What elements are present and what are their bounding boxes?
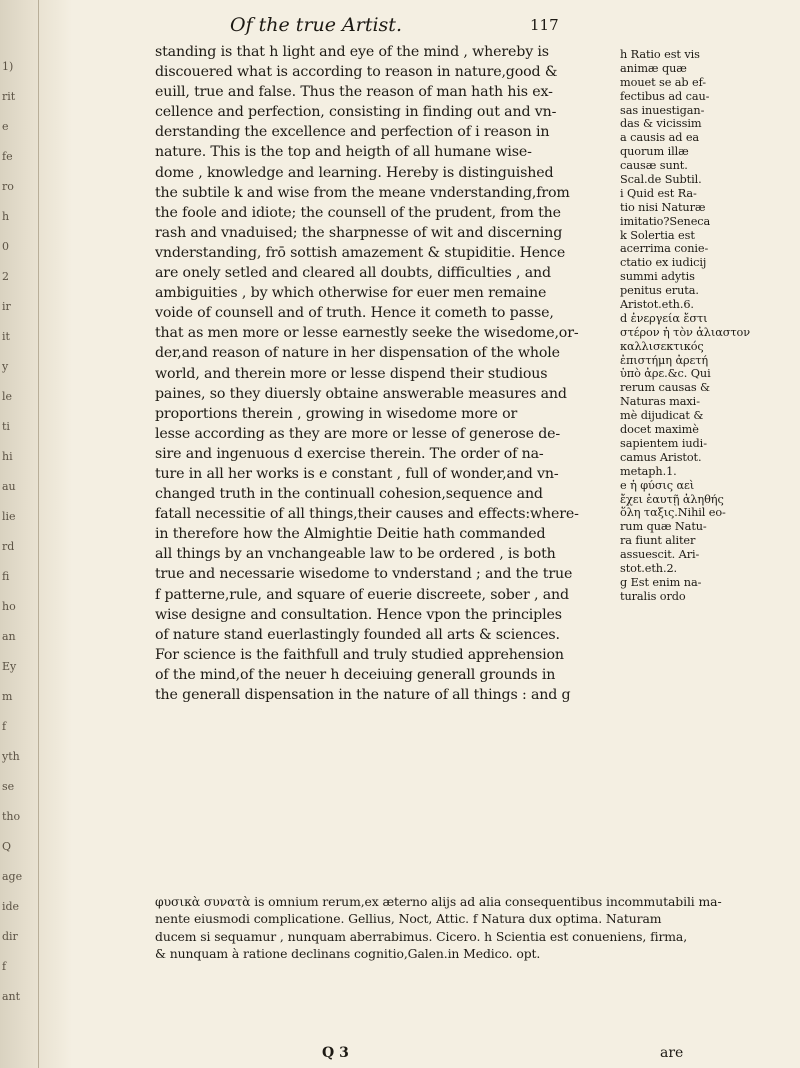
- gutter-fragment: ho: [2, 600, 16, 613]
- margin-note-line: d ἐνεργεία ἔστι: [620, 311, 708, 325]
- body-text-line: euill, true and false. Thus the reason of man hath his ex-: [155, 84, 553, 101]
- gutter-fragment: 1): [2, 60, 14, 73]
- gutter-fragment: it: [2, 330, 10, 343]
- margin-note-line: Aristot.eth.6.: [620, 298, 694, 312]
- margin-note-line: στέρον ἡ τὸν ἀλιαστον: [620, 325, 750, 339]
- margin-note-line: tio nisi Naturæ: [620, 200, 706, 214]
- margin-note-line: k Solertia est: [620, 228, 695, 242]
- catchword: are: [660, 1045, 684, 1061]
- body-text-line: rash and vnaduised; the sharpnesse of wit and discerning: [155, 224, 563, 241]
- margin-note-line: h Ratio est vis: [620, 48, 700, 61]
- body-text-line: lesse according as they are more or lesse of generose de-: [155, 425, 561, 442]
- margin-note-line: penitus eruta.: [620, 284, 699, 298]
- margin-note-line: ctatio ex iudicij: [620, 256, 707, 270]
- body-text-line: are onely setled and cleared all doubts, difficulties , and: [155, 265, 551, 282]
- gutter-fragment: rd: [2, 540, 15, 553]
- footnote-line: nente eiusmodi complicatione. Gellius, Noct, Attic. f Natura dux optima. Naturam: [155, 911, 662, 927]
- footnote-line: φυσικὰ συνατὰ is omnium rerum,ex æterno alijs ad alia consequentibus incommutabili ma-: [155, 894, 722, 909]
- body-text-line: For science is the faithfull and truly studied apprehension: [155, 646, 564, 663]
- margin-note-line: mouet se ab ef-: [620, 75, 707, 89]
- margin-note-line: mè dijudicat &: [620, 409, 704, 423]
- gutter-fragment: dir: [2, 930, 18, 943]
- gutter-fragment: hi: [2, 450, 13, 463]
- gutter-fragment: an: [2, 630, 16, 643]
- margin-note-line: rum quæ Natu-: [620, 520, 707, 534]
- margin-note-line: stot.eth.2.: [620, 561, 678, 575]
- body-text-line: true and necessarie wisedome to vnderstand ; and the true: [155, 566, 573, 583]
- margin-note-line: causæ sunt.: [620, 159, 688, 173]
- gutter-fragment: f: [2, 720, 7, 733]
- margin-note-line: metaph.1.: [620, 464, 677, 478]
- body-text-line: dome , knowledge and learning. Hereby is distinguished: [155, 164, 554, 181]
- body-text-line: f patterne,rule, and square of euerie discreete, sober , and: [155, 586, 569, 603]
- margin-note-line: camus Aristot.: [620, 450, 702, 464]
- gutter-fragment: ant: [2, 990, 21, 1003]
- gutter-fragment: age: [2, 870, 23, 883]
- body-text-line: discouered what is according to reason in nature,good &: [155, 64, 558, 81]
- body-text-line: world, and therein more or lesse dispend their studious: [155, 365, 548, 382]
- margin-note-line: docet maximè: [620, 423, 699, 437]
- body-text-line: derstanding the excellence and perfection of i reason in: [155, 124, 550, 141]
- gutter-fragment: rit: [2, 90, 16, 103]
- body-text-line: the foole and idiote; the counsell of the prudent, from the: [155, 204, 561, 221]
- margin-note-line: animæ quæ: [620, 61, 687, 75]
- margin-note-line: ἐπιστήμη ἀρετή: [620, 353, 709, 367]
- body-text-line: ambiguities , by which otherwise for euer men remaine: [155, 285, 547, 302]
- margin-note-line: fectibus ad cau-: [620, 89, 710, 103]
- body-text-line: vnderstanding, frō sottish amazement & stupiditie. Hence: [155, 244, 566, 261]
- margin-note-line: g Est enim na-: [620, 575, 702, 589]
- body-text-line: in therefore how the Almightie Deitie hath commanded: [155, 526, 546, 543]
- margin-note-line: ὑπὸ ἀρε.&c. Qui: [620, 367, 711, 381]
- body-text-line: sire and ingenuous d exercise therein. The order of na-: [155, 445, 544, 462]
- gutter-fragment: 2: [2, 270, 9, 283]
- gutter-fragment: y: [2, 360, 9, 373]
- gutter-fragment: ti: [2, 420, 10, 433]
- gutter-fragment: tho: [2, 810, 21, 823]
- footnotes: [155, 893, 795, 962]
- margin-notes: [620, 48, 790, 604]
- gutter-fragment: fe: [2, 150, 13, 163]
- body-text-line: standing is that h light and eye of the mind , whereby is: [155, 44, 549, 60]
- signature-mark: Q 3: [322, 1045, 349, 1061]
- gutter-fragment: ir: [2, 300, 11, 313]
- body-text-line: nature. This is the top and heigth of all humane wise-: [155, 144, 532, 161]
- body-text-line: that as men more or lesse earnestly seeke the wisedome,or-: [155, 325, 579, 342]
- body-text-line: the generall dispensation in the nature of all things : and g: [155, 687, 571, 703]
- margin-note-line: acerrima conie-: [620, 242, 709, 256]
- margin-note-line: a causis ad ea: [620, 131, 700, 145]
- gutter-fragment: Q: [2, 840, 12, 853]
- margin-note-line: i Quid est Ra-: [620, 186, 697, 200]
- margin-note-line: Scal.de Subtil.: [620, 173, 702, 187]
- gutter-fold-line: [38, 0, 39, 1068]
- footnote-line: & nunquam à ratione declinans cognitio,Galen.in Medico. opt.: [155, 945, 541, 961]
- margin-note-line: assuescit. Ari-: [620, 548, 700, 562]
- margin-note-line: e ἡ φύσις αεὶ: [620, 478, 695, 492]
- body-text-line: fatall necessitie of all things,their causes and effects:where-: [155, 506, 579, 523]
- body-text-line: voide of counsell and of truth. Hence it cometh to passe,: [155, 305, 554, 322]
- gutter-fragment: au: [2, 480, 16, 493]
- body-text-line: cellence and perfection, consisting in finding out and vn-: [155, 104, 557, 121]
- margin-note-line: das & vicissim: [620, 117, 702, 131]
- gutter-fragment: ide: [2, 900, 20, 913]
- margin-note-line: quorum illæ: [620, 145, 689, 159]
- gutter-fragment: 0: [2, 240, 9, 253]
- body-text-line: the subtile k and wise from the meane vnderstanding,from: [155, 184, 570, 201]
- body-text-line: proportions therein , growing in wisedome more or: [155, 405, 518, 422]
- margin-note-line: summi adytis: [620, 270, 695, 284]
- body-text-line: changed truth in the continuall cohesion,sequence and: [155, 486, 543, 503]
- gutter-fragment: h: [2, 210, 10, 223]
- book-page: [100, 0, 800, 1068]
- margin-note-line: imitatio?Seneca: [620, 214, 711, 228]
- gutter-fragment: le: [2, 390, 13, 403]
- margin-note-line: Naturas maxi-: [620, 395, 700, 409]
- body-text-line: der,and reason of nature in her dispensation of the whole: [155, 345, 560, 362]
- main-text-block: [155, 42, 615, 705]
- page-number: 117: [530, 16, 559, 34]
- margin-note-line: ra fiunt aliter: [620, 534, 696, 548]
- margin-note-line: sapientem iudi-: [620, 436, 707, 450]
- gutter-fragment: Ey: [2, 660, 17, 673]
- body-text-line: all things by an vnchangeable law to be ordered , is both: [155, 546, 556, 563]
- gutter-fragment: m: [2, 690, 13, 703]
- page-header: [100, 8, 800, 42]
- body-text-line: wise designe and consultation. Hence vpon the principles: [155, 606, 562, 623]
- gutter-fragment: lie: [2, 510, 16, 523]
- gutter-fragment: yth: [2, 750, 20, 763]
- margin-note-line: turalis ordo: [620, 589, 686, 603]
- body-text-line: of the mind,of the neuer h deceiuing generall grounds in: [155, 666, 556, 683]
- margin-note-line: sas inuestigan-: [620, 103, 705, 117]
- gutter-fragment: fi: [2, 570, 10, 583]
- body-text-line: of nature stand euerlastingly founded all arts & sciences.: [155, 626, 560, 643]
- left-gutter-previous-page: [0, 0, 72, 1068]
- margin-note-line: καλλισεκτικός: [620, 339, 704, 353]
- body-text-line: paines, so they diuersly obtaine answerable measures and: [155, 385, 567, 402]
- margin-note-line: rerum causas &: [620, 381, 710, 395]
- gutter-fragment: ro: [2, 180, 14, 193]
- footnote-line: ducem si sequamur , nunquam aberrabimus. Cicero. h Scientia est conueniens, firma,: [155, 928, 688, 944]
- running-title: Of the true Artist.: [230, 14, 402, 36]
- body-text-line: ture in all her works is e constant , full of wonder,and vn-: [155, 465, 559, 482]
- gutter-fragment: f: [2, 960, 7, 973]
- gutter-fragment: se: [2, 780, 15, 793]
- margin-note-line: ὅλη ταξις.Nihil eo-: [620, 506, 726, 520]
- margin-note-line: ἔχει ἑαυτῇ ἀληθής: [620, 492, 724, 506]
- gutter-fragment: e: [2, 120, 9, 133]
